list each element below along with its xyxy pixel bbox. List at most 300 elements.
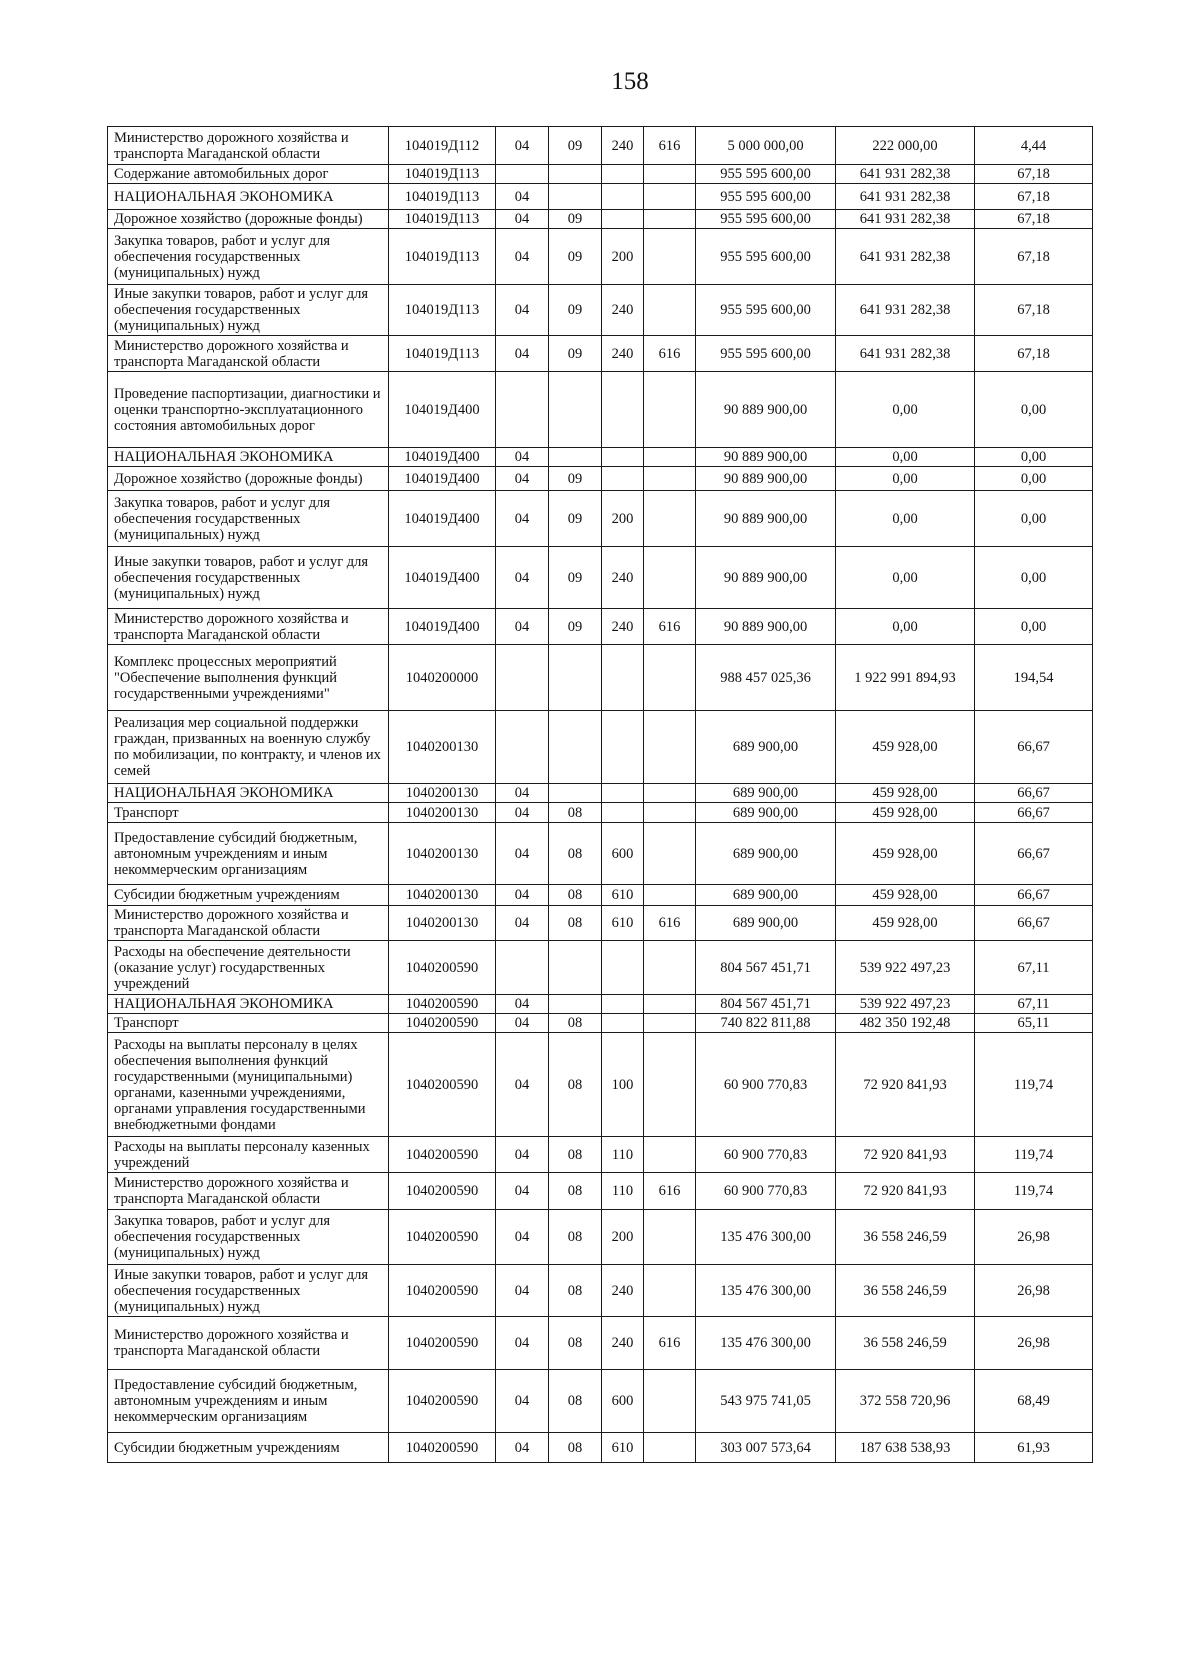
cell-code: 104019Д113	[389, 285, 496, 336]
table-row	[108, 1433, 1093, 1463]
table-row	[108, 127, 1093, 165]
cell-name: Министерство дорожного хозяйства и транспорта Магаданской области	[108, 1173, 389, 1210]
cell-plan: 689 900,00	[696, 906, 836, 941]
cell-ministry	[644, 885, 696, 906]
cell-actual: 0,00	[836, 467, 975, 491]
cell-percent: 67,18	[975, 210, 1093, 229]
cell-expense-type	[602, 803, 644, 823]
cell-name: Дорожное хозяйство (дорожные фонды)	[108, 210, 389, 229]
cell-expense-type	[602, 941, 644, 995]
cell-expense-type: 600	[602, 823, 644, 885]
cell-name: Предоставление субсидий бюджетным, автономным учреждениям и иным некоммерческим организациям	[108, 823, 389, 885]
cell-ministry	[644, 823, 696, 885]
cell-plan: 689 900,00	[696, 823, 836, 885]
cell-actual: 539 922 497,23	[836, 995, 975, 1014]
cell-subsection: 08	[549, 1433, 602, 1463]
cell-plan: 60 900 770,83	[696, 1033, 836, 1137]
cell-expense-type	[602, 210, 644, 229]
cell-name: Иные закупки товаров, работ и услуг для обеспечения государственных (муниципальных) нужд	[108, 285, 389, 336]
cell-name: Субсидии бюджетным учреждениям	[108, 1433, 389, 1463]
cell-subsection: 08	[549, 1317, 602, 1370]
cell-subsection: 09	[549, 609, 602, 645]
cell-expense-type: 240	[602, 336, 644, 372]
cell-percent: 67,11	[975, 995, 1093, 1014]
cell-section: 04	[496, 995, 549, 1014]
cell-ministry	[644, 995, 696, 1014]
cell-plan: 804 567 451,71	[696, 995, 836, 1014]
cell-percent: 61,93	[975, 1433, 1093, 1463]
cell-percent: 194,54	[975, 645, 1093, 711]
budget-table-body	[108, 127, 1093, 1463]
cell-section: 04	[496, 885, 549, 906]
cell-name: Министерство дорожного хозяйства и транспорта Магаданской области	[108, 1317, 389, 1370]
cell-section: 04	[496, 1210, 549, 1265]
cell-subsection: 09	[549, 127, 602, 165]
cell-actual: 222 000,00	[836, 127, 975, 165]
cell-code: 1040200130	[389, 823, 496, 885]
cell-plan: 135 476 300,00	[696, 1265, 836, 1317]
cell-section: 04	[496, 467, 549, 491]
cell-ministry	[644, 803, 696, 823]
cell-section: 04	[496, 1370, 549, 1433]
cell-percent: 66,67	[975, 906, 1093, 941]
cell-plan: 955 595 600,00	[696, 210, 836, 229]
cell-code: 104019Д400	[389, 448, 496, 467]
cell-plan: 955 595 600,00	[696, 229, 836, 285]
cell-code: 104019Д400	[389, 547, 496, 609]
cell-expense-type: 240	[602, 1317, 644, 1370]
cell-code: 1040200590	[389, 941, 496, 995]
cell-name: НАЦИОНАЛЬНАЯ ЭКОНОМИКА	[108, 448, 389, 467]
cell-ministry: 616	[644, 1173, 696, 1210]
cell-plan: 689 900,00	[696, 784, 836, 803]
cell-percent: 67,18	[975, 229, 1093, 285]
table-row	[108, 823, 1093, 885]
table-row	[108, 784, 1093, 803]
cell-code: 1040200130	[389, 885, 496, 906]
cell-plan: 60 900 770,83	[696, 1173, 836, 1210]
page-number: 158	[611, 68, 649, 95]
cell-code: 1040200000	[389, 645, 496, 711]
table-row	[108, 711, 1093, 784]
cell-ministry	[644, 1370, 696, 1433]
cell-actual: 459 928,00	[836, 803, 975, 823]
cell-name: Содержание автомобильных дорог	[108, 165, 389, 184]
cell-section: 04	[496, 906, 549, 941]
cell-ministry: 616	[644, 127, 696, 165]
cell-plan: 135 476 300,00	[696, 1317, 836, 1370]
cell-code: 104019Д113	[389, 336, 496, 372]
cell-expense-type: 610	[602, 885, 644, 906]
cell-ministry: 616	[644, 906, 696, 941]
cell-ministry	[644, 547, 696, 609]
cell-expense-type: 200	[602, 229, 644, 285]
cell-expense-type: 610	[602, 1433, 644, 1463]
table-row	[108, 547, 1093, 609]
cell-ministry: 616	[644, 336, 696, 372]
cell-expense-type: 240	[602, 547, 644, 609]
cell-plan: 90 889 900,00	[696, 372, 836, 448]
cell-plan: 90 889 900,00	[696, 491, 836, 547]
cell-code: 104019Д400	[389, 372, 496, 448]
cell-percent: 0,00	[975, 467, 1093, 491]
cell-subsection	[549, 995, 602, 1014]
cell-code: 104019Д113	[389, 229, 496, 285]
cell-percent: 67,18	[975, 336, 1093, 372]
table-row	[108, 1210, 1093, 1265]
cell-name: Дорожное хозяйство (дорожные фонды)	[108, 467, 389, 491]
cell-actual: 72 920 841,93	[836, 1173, 975, 1210]
cell-actual: 36 558 246,59	[836, 1265, 975, 1317]
cell-code: 1040200130	[389, 711, 496, 784]
cell-actual: 641 931 282,38	[836, 184, 975, 210]
cell-code: 1040200130	[389, 906, 496, 941]
cell-expense-type	[602, 711, 644, 784]
table-row	[108, 1137, 1093, 1173]
cell-percent: 66,67	[975, 803, 1093, 823]
cell-ministry: 616	[644, 1317, 696, 1370]
cell-ministry	[644, 448, 696, 467]
cell-subsection: 08	[549, 1370, 602, 1433]
cell-code: 1040200590	[389, 1033, 496, 1137]
cell-name: Реализация мер социальной поддержки граждан, призванных на военную службу по мобилизации, по контракту, и членов их семей	[108, 711, 389, 784]
cell-percent: 67,18	[975, 165, 1093, 184]
cell-code: 1040200590	[389, 1210, 496, 1265]
cell-name: Транспорт	[108, 1014, 389, 1033]
cell-subsection: 08	[549, 1033, 602, 1137]
cell-subsection: 08	[549, 1014, 602, 1033]
cell-plan: 689 900,00	[696, 803, 836, 823]
cell-plan: 135 476 300,00	[696, 1210, 836, 1265]
cell-actual: 459 928,00	[836, 885, 975, 906]
cell-percent: 26,98	[975, 1265, 1093, 1317]
cell-name: Закупка товаров, работ и услуг для обеспечения государственных (муниципальных) нужд	[108, 491, 389, 547]
cell-section: 04	[496, 823, 549, 885]
cell-section: 04	[496, 229, 549, 285]
table-row	[108, 1265, 1093, 1317]
cell-code: 104019Д113	[389, 210, 496, 229]
cell-actual: 459 928,00	[836, 906, 975, 941]
cell-ministry	[644, 184, 696, 210]
cell-expense-type: 100	[602, 1033, 644, 1137]
cell-expense-type	[602, 995, 644, 1014]
cell-plan: 740 822 811,88	[696, 1014, 836, 1033]
cell-actual: 641 931 282,38	[836, 165, 975, 184]
cell-ministry	[644, 784, 696, 803]
cell-plan: 988 457 025,36	[696, 645, 836, 711]
cell-percent: 0,00	[975, 609, 1093, 645]
cell-name: Расходы на обеспечение деятельности (оказание услуг) государственных учреждений	[108, 941, 389, 995]
table-row	[108, 906, 1093, 941]
cell-actual: 372 558 720,96	[836, 1370, 975, 1433]
cell-section: 04	[496, 491, 549, 547]
cell-percent: 0,00	[975, 448, 1093, 467]
cell-percent: 0,00	[975, 547, 1093, 609]
cell-code: 104019Д113	[389, 184, 496, 210]
cell-actual: 187 638 538,93	[836, 1433, 975, 1463]
cell-percent: 26,98	[975, 1210, 1093, 1265]
cell-actual: 0,00	[836, 491, 975, 547]
cell-actual: 641 931 282,38	[836, 229, 975, 285]
cell-subsection	[549, 645, 602, 711]
cell-percent: 4,44	[975, 127, 1093, 165]
cell-ministry	[644, 1265, 696, 1317]
table-row	[108, 491, 1093, 547]
table-row	[108, 229, 1093, 285]
cell-percent: 67,11	[975, 941, 1093, 995]
cell-expense-type: 110	[602, 1173, 644, 1210]
cell-ministry	[644, 467, 696, 491]
cell-name: Министерство дорожного хозяйства и транспорта Магаданской области	[108, 609, 389, 645]
cell-subsection: 09	[549, 491, 602, 547]
table-row	[108, 645, 1093, 711]
cell-actual: 72 920 841,93	[836, 1033, 975, 1137]
cell-name: Субсидии бюджетным учреждениям	[108, 885, 389, 906]
cell-expense-type	[602, 165, 644, 184]
table-row	[108, 885, 1093, 906]
cell-expense-type: 240	[602, 609, 644, 645]
cell-actual: 482 350 192,48	[836, 1014, 975, 1033]
cell-code: 104019Д112	[389, 127, 496, 165]
cell-ministry	[644, 1433, 696, 1463]
cell-section: 04	[496, 784, 549, 803]
cell-percent: 119,74	[975, 1137, 1093, 1173]
cell-ministry: 616	[644, 609, 696, 645]
cell-subsection: 08	[549, 906, 602, 941]
cell-name: Закупка товаров, работ и услуг для обеспечения государственных (муниципальных) нужд	[108, 1210, 389, 1265]
cell-ministry	[644, 165, 696, 184]
cell-plan: 955 595 600,00	[696, 165, 836, 184]
cell-actual: 1 922 991 894,93	[836, 645, 975, 711]
table-row	[108, 165, 1093, 184]
cell-code: 1040200130	[389, 803, 496, 823]
cell-plan: 90 889 900,00	[696, 547, 836, 609]
cell-section: 04	[496, 448, 549, 467]
cell-code: 104019Д400	[389, 609, 496, 645]
cell-expense-type	[602, 784, 644, 803]
table-row	[108, 609, 1093, 645]
cell-subsection	[549, 448, 602, 467]
cell-section: 04	[496, 1173, 549, 1210]
cell-plan: 90 889 900,00	[696, 448, 836, 467]
cell-actual: 36 558 246,59	[836, 1210, 975, 1265]
cell-actual: 641 931 282,38	[836, 285, 975, 336]
cell-expense-type	[602, 184, 644, 210]
cell-section: 04	[496, 547, 549, 609]
cell-section: 04	[496, 1265, 549, 1317]
cell-actual: 0,00	[836, 372, 975, 448]
table-row	[108, 1173, 1093, 1210]
cell-section: 04	[496, 803, 549, 823]
cell-section: 04	[496, 184, 549, 210]
cell-percent: 66,67	[975, 885, 1093, 906]
cell-subsection: 08	[549, 1137, 602, 1173]
cell-subsection: 09	[549, 285, 602, 336]
cell-subsection	[549, 711, 602, 784]
cell-percent: 119,74	[975, 1173, 1093, 1210]
cell-ministry	[644, 1137, 696, 1173]
cell-section: 04	[496, 1033, 549, 1137]
table-row	[108, 448, 1093, 467]
cell-expense-type	[602, 372, 644, 448]
cell-plan: 5 000 000,00	[696, 127, 836, 165]
cell-plan: 90 889 900,00	[696, 609, 836, 645]
cell-actual: 539 922 497,23	[836, 941, 975, 995]
cell-subsection: 08	[549, 1210, 602, 1265]
cell-percent: 0,00	[975, 491, 1093, 547]
cell-ministry	[644, 229, 696, 285]
cell-name: НАЦИОНАЛЬНАЯ ЭКОНОМИКА	[108, 784, 389, 803]
cell-name: Транспорт	[108, 803, 389, 823]
cell-section	[496, 165, 549, 184]
cell-percent: 66,67	[975, 711, 1093, 784]
cell-actual: 459 928,00	[836, 784, 975, 803]
cell-name: Иные закупки товаров, работ и услуг для обеспечения государственных (муниципальных) нужд	[108, 547, 389, 609]
table-row	[108, 210, 1093, 229]
cell-code: 1040200590	[389, 1370, 496, 1433]
cell-expense-type	[602, 1014, 644, 1033]
cell-subsection: 08	[549, 803, 602, 823]
cell-plan: 90 889 900,00	[696, 467, 836, 491]
table-row	[108, 1014, 1093, 1033]
cell-ministry	[644, 1033, 696, 1137]
cell-subsection: 08	[549, 823, 602, 885]
cell-plan: 60 900 770,83	[696, 1137, 836, 1173]
table-row	[108, 995, 1093, 1014]
cell-name: НАЦИОНАЛЬНАЯ ЭКОНОМИКА	[108, 995, 389, 1014]
cell-subsection: 09	[549, 336, 602, 372]
budget-table	[107, 126, 1093, 1463]
cell-expense-type	[602, 467, 644, 491]
table-row	[108, 372, 1093, 448]
cell-percent: 0,00	[975, 372, 1093, 448]
cell-name: Министерство дорожного хозяйства и транспорта Магаданской области	[108, 336, 389, 372]
cell-subsection	[549, 372, 602, 448]
cell-code: 1040200590	[389, 1014, 496, 1033]
cell-expense-type: 200	[602, 1210, 644, 1265]
cell-percent: 66,67	[975, 784, 1093, 803]
cell-section: 04	[496, 609, 549, 645]
cell-name: Расходы на выплаты персоналу в целях обеспечения выполнения функций государственными (муниципальными) органами, казенными учреждениями, органами управления государственными внебюджетными фондами	[108, 1033, 389, 1137]
cell-expense-type: 240	[602, 285, 644, 336]
cell-plan: 955 595 600,00	[696, 285, 836, 336]
cell-percent: 65,11	[975, 1014, 1093, 1033]
cell-percent: 67,18	[975, 285, 1093, 336]
cell-ministry	[644, 372, 696, 448]
cell-section: 04	[496, 336, 549, 372]
cell-actual: 459 928,00	[836, 823, 975, 885]
cell-name: Комплекс процессных мероприятий "Обеспечение выполнения функций государственными учреждениями"	[108, 645, 389, 711]
cell-ministry	[644, 210, 696, 229]
cell-section: 04	[496, 1433, 549, 1463]
cell-percent: 67,18	[975, 184, 1093, 210]
cell-percent: 26,98	[975, 1317, 1093, 1370]
cell-name: Расходы на выплаты персоналу казенных учреждений	[108, 1137, 389, 1173]
table-row	[108, 1370, 1093, 1433]
cell-code: 104019Д400	[389, 491, 496, 547]
cell-section	[496, 372, 549, 448]
cell-subsection: 08	[549, 885, 602, 906]
cell-expense-type	[602, 645, 644, 711]
cell-name: Министерство дорожного хозяйства и транспорта Магаданской области	[108, 906, 389, 941]
cell-section: 04	[496, 210, 549, 229]
table-row	[108, 803, 1093, 823]
cell-actual: 641 931 282,38	[836, 210, 975, 229]
table-row	[108, 467, 1093, 491]
cell-ministry	[644, 491, 696, 547]
cell-actual: 36 558 246,59	[836, 1317, 975, 1370]
cell-section	[496, 645, 549, 711]
cell-name: НАЦИОНАЛЬНАЯ ЭКОНОМИКА	[108, 184, 389, 210]
cell-ministry	[644, 941, 696, 995]
cell-subsection: 09	[549, 229, 602, 285]
cell-code: 1040200590	[389, 1317, 496, 1370]
cell-ministry	[644, 645, 696, 711]
cell-percent: 66,67	[975, 823, 1093, 885]
cell-section: 04	[496, 1137, 549, 1173]
cell-section: 04	[496, 285, 549, 336]
cell-section: 04	[496, 1014, 549, 1033]
cell-expense-type: 600	[602, 1370, 644, 1433]
cell-plan: 543 975 741,05	[696, 1370, 836, 1433]
cell-code: 1040200590	[389, 1433, 496, 1463]
table-row	[108, 285, 1093, 336]
cell-subsection	[549, 184, 602, 210]
cell-ministry	[644, 1210, 696, 1265]
cell-actual: 641 931 282,38	[836, 336, 975, 372]
cell-actual: 0,00	[836, 448, 975, 467]
cell-section: 04	[496, 127, 549, 165]
cell-percent: 68,49	[975, 1370, 1093, 1433]
cell-expense-type: 240	[602, 1265, 644, 1317]
cell-subsection: 09	[549, 547, 602, 609]
cell-subsection	[549, 165, 602, 184]
cell-plan: 689 900,00	[696, 885, 836, 906]
cell-plan: 955 595 600,00	[696, 336, 836, 372]
cell-code: 104019Д113	[389, 165, 496, 184]
table-row	[108, 184, 1093, 210]
cell-subsection	[549, 784, 602, 803]
cell-plan: 955 595 600,00	[696, 184, 836, 210]
cell-name: Проведение паспортизации, диагностики и оценки транспортно-эксплуатационного состояния автомобильных дорог	[108, 372, 389, 448]
cell-section	[496, 711, 549, 784]
cell-name: Иные закупки товаров, работ и услуг для обеспечения государственных (муниципальных) нужд	[108, 1265, 389, 1317]
cell-name: Министерство дорожного хозяйства и транспорта Магаданской области	[108, 127, 389, 165]
cell-expense-type: 200	[602, 491, 644, 547]
cell-actual: 459 928,00	[836, 711, 975, 784]
cell-ministry	[644, 711, 696, 784]
cell-name: Закупка товаров, работ и услуг для обеспечения государственных (муниципальных) нужд	[108, 229, 389, 285]
cell-expense-type: 610	[602, 906, 644, 941]
cell-ministry	[644, 1014, 696, 1033]
cell-expense-type: 240	[602, 127, 644, 165]
cell-subsection: 09	[549, 467, 602, 491]
cell-name: Предоставление субсидий бюджетным, автономным учреждениям и иным некоммерческим организациям	[108, 1370, 389, 1433]
cell-section: 04	[496, 1317, 549, 1370]
cell-actual: 0,00	[836, 547, 975, 609]
table-row	[108, 1317, 1093, 1370]
table-row	[108, 1033, 1093, 1137]
cell-code: 1040200590	[389, 1265, 496, 1317]
cell-percent: 119,74	[975, 1033, 1093, 1137]
cell-actual: 72 920 841,93	[836, 1137, 975, 1173]
table-row	[108, 941, 1093, 995]
cell-code: 104019Д400	[389, 467, 496, 491]
cell-ministry	[644, 285, 696, 336]
cell-plan: 804 567 451,71	[696, 941, 836, 995]
cell-code: 1040200130	[389, 784, 496, 803]
cell-subsection: 08	[549, 1265, 602, 1317]
